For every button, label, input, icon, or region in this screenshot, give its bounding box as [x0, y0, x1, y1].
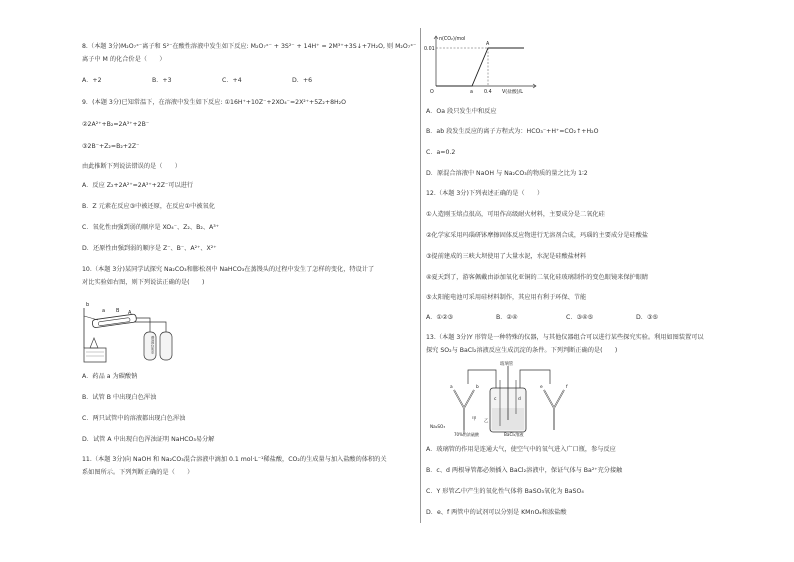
q13-label-jia: 甲: [472, 417, 477, 422]
q10-option-a: A．药品 a 为碳酸钠: [82, 373, 138, 380]
q10-label-a: a: [102, 308, 106, 314]
q13-option-d: D．e、f 两管中的试剂可以分别是 KMnO₄和浓盐酸: [426, 509, 567, 516]
q9-option-b: B．Z 元素在反应③中被还原，在反应①中被氧化: [82, 203, 215, 210]
q9-option-a: A．反应 Z₂+2A²⁺=2A³⁺+2Z⁻可以进行: [82, 182, 194, 189]
q13-label-bacl2: BaCl₂溶液: [504, 432, 524, 437]
q9-stem: 9．(本题 3分)已知常温下，在溶液中发生如下反应: ①16H⁺+10Z⁻+2XO₄⁻=2X²⁺+5Z₂+8H₂O: [82, 99, 347, 106]
q13-label-d: d: [518, 397, 521, 402]
q9-option-c: C．氧化性由强到弱的顺序是 XO₄⁻、Z₂、B₂、A³⁺: [82, 224, 219, 231]
q11-stem-line2: 系如图所示。下列判断正确的是（ ）: [82, 469, 194, 476]
q11-option-d: D．原混合溶液中 NaOH 与 Na₂CO₃的物质的量之比为 1∶2: [426, 170, 588, 177]
q10-option-d: D．试管 A 中出现白色浑浊证明 NaHCO₃易分解: [82, 436, 215, 443]
q12-option-a: A．①②③: [426, 314, 454, 321]
q12-option-b: B．②④: [496, 314, 518, 321]
q9-reaction-3: ③2B⁻+Z₂=B₂+2Z⁻: [82, 143, 140, 150]
q11-stem-line1: 11.（本题 3分)向 NaOH 和 Na₂CO₃混合溶液中滴加 0.1 mol·L⁻¹稀盐酸，CO₂的生成量与加入盐酸的体积的关: [82, 456, 387, 463]
graph-ylabel: n(CO₂)/mol: [439, 37, 466, 42]
graph-xlabel-a: a: [470, 90, 473, 95]
q11-co2-graph: [424, 32, 542, 98]
q13-option-a: A．玻璃管的作用是连通大气，使空气中的氧气进入广口瓶，参与反应: [426, 446, 616, 453]
q8-stem-line2: 离子中 M 的化合价是（ ）: [82, 56, 166, 63]
q10-label-b: b: [86, 302, 90, 308]
graph-origin: O: [430, 90, 434, 95]
q12-statement-2: ②化学家采用玛瑙研钵摩擦固体反应物进行无溶剂合成，玛瑙的主要成分是硅酸盐: [426, 232, 649, 239]
q10-option-b: B．试管 B 中出现白色浑浊: [82, 394, 157, 401]
q10-stem-line2: 对比实验如右图，则下列说法正确的是( ): [82, 279, 205, 286]
q10-label-limewater: 澄清石灰水: [151, 336, 155, 354]
graph-yvalue: 0.01: [424, 47, 435, 52]
column-divider: [420, 28, 421, 523]
q8-stem-line1: 8.（本题 3分)M₂O₇ˣ⁻离子和 S²⁻在酸性溶液中发生如下反应: M₂O₇ˣ⁻ + 3S²⁻ + 14H⁺ = 2M³⁺+3S↓+7H₂O, 则 M₂O₇ˣ⁻: [82, 43, 417, 50]
q12-option-d: D．③⑤: [636, 314, 659, 321]
graph-xlabel-04: 0.4: [484, 90, 492, 95]
q13-label-c: c: [494, 397, 497, 402]
q10-stem-line1: 10.（本题 3分)某同学试探究 Na₂CO₃和膨松剂中 NaHCO₃在蒸馒头的过程中发生了怎样的变化，特设计了: [82, 266, 375, 273]
q8-option-a: A．+2: [82, 77, 102, 84]
q13-label-e: e: [540, 385, 543, 390]
q9-reaction-2: ②2A²⁺+B₂=2A³⁺+2B⁻: [82, 121, 150, 128]
q12-statement-3: ③提前建成的三峡大坝使用了大量水泥，水泥是硅酸盐材料: [426, 253, 587, 260]
q13-label-f: f: [566, 385, 568, 390]
q8-option-c: C．+4: [222, 77, 242, 84]
q12-stem: 12.（本题 3分)下列表述正确的是（ ）: [426, 190, 544, 197]
q9-option-d: D．还原性由强到弱的顺序是 Z⁻、B⁻、A²⁺、X²⁺: [82, 245, 217, 252]
q13-label-acid: 70%的浓硫酸: [454, 432, 479, 437]
q12-statement-1: ①人造刚玉熔点很高，可用作高级耐火材料，主要成分是二氧化硅: [426, 211, 605, 218]
q13-label-yi: 乙: [484, 419, 489, 424]
q8-option-b: B．+3: [152, 77, 172, 84]
q12-statement-4: ④夏天到了，游客佩戴由添加氧化亚铜的二氧化硅玻璃制作的变色眼镜来保护眼睛: [426, 274, 649, 281]
graph-xunit: V(盐酸)/L: [502, 90, 523, 95]
q13-label-a: a: [450, 385, 453, 390]
graph-peak-label: A: [486, 42, 490, 47]
q10-option-c: C．两只试管中的溶液都出现白色浑浊: [82, 415, 186, 422]
q11-option-c: C．a=0.2: [426, 149, 456, 156]
q13-stem-line2: 探究 SO₂与 BaCl₂溶液反应生成沉淀的条件。下列判断正确的是( ): [426, 347, 618, 354]
q10-apparatus-figure: [80, 298, 180, 366]
q11-option-a: A．Oa 段只发生中和反应: [426, 108, 497, 115]
q12-statement-5: ⑤太阳能电池可采用硅材料制作，其应用有利于环保、节能: [426, 294, 587, 301]
q10-label-b-tube: B: [116, 308, 120, 314]
q10-label-a-tube: A: [128, 310, 132, 316]
q13-apparatus-figure: [424, 360, 594, 438]
q11-option-b: B．ab 段发生反应的离子方程式为：HCO₃⁻+H⁺=CO₂↑+H₂O: [426, 128, 599, 135]
q8-option-d: D．+6: [292, 77, 313, 84]
q12-option-c: C．③④⑤: [566, 314, 594, 321]
q13-option-b: B．c、d 两根导管都必须插入 BaCl₂溶液中，保证气体与 Ba²⁺充分接触: [426, 467, 623, 474]
q13-label-glass-tube: 玻璃管: [500, 362, 514, 367]
q13-stem-line1: 13.（本题 3分)Y 形管是一种特殊的仪器，与其他仪器组合可以进行某些探究实验。利用如图装置可以: [426, 334, 704, 341]
q9-question: 由此推断下列说法错误的是（ ）: [82, 163, 181, 170]
q13-label-na2so3: Na₂SO₃: [430, 424, 446, 429]
q13-label-b: b: [476, 385, 479, 390]
q13-option-c: C．Y 形管乙中产生的氧化性气体将 BaSO₃氧化为 BaSO₄: [426, 488, 584, 495]
